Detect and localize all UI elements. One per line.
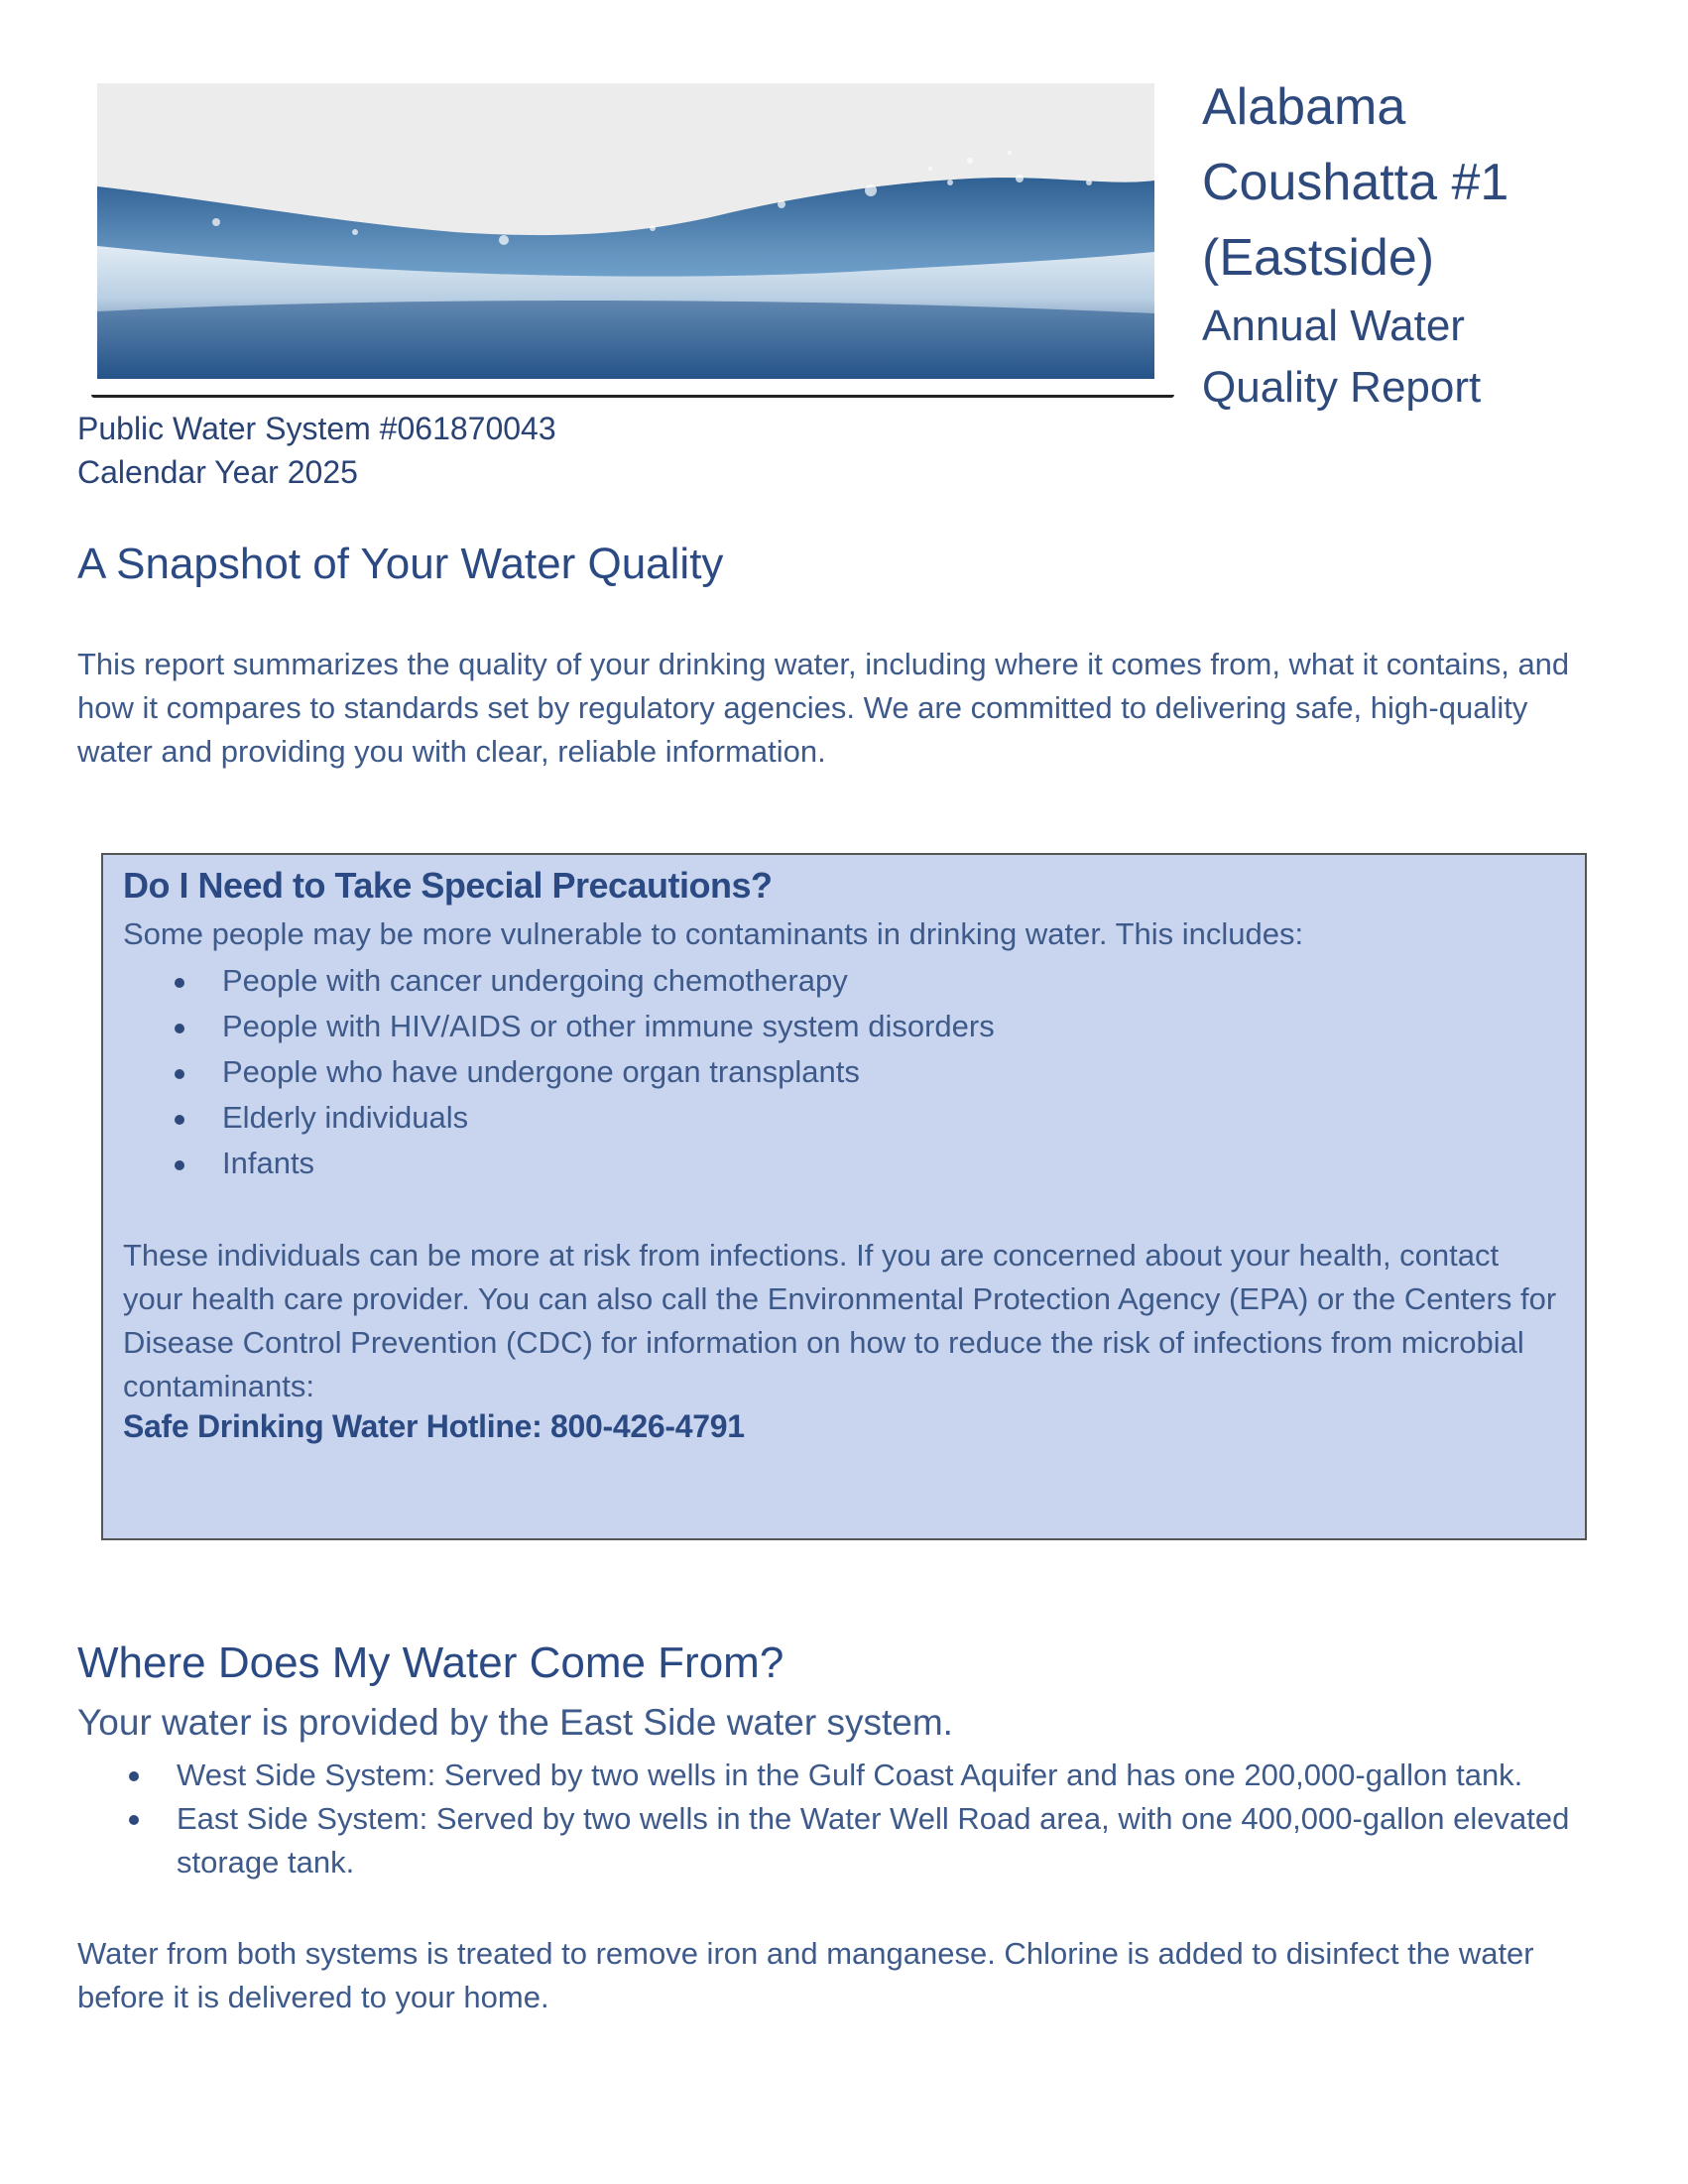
list-item: East Side System: Served by two wells in the Water Well Road area, with one 400,000-gallon elevated storage tank. <box>77 1797 1605 1884</box>
subtitle-line: Annual Water <box>1202 302 1465 350</box>
precautions-heading: Do I Need to Take Special Precautions? <box>123 865 773 906</box>
banner-divider <box>91 395 1174 398</box>
list-item: People with cancer undergoing chemotherapy <box>123 958 995 1004</box>
vulnerable-groups-list <box>123 958 995 1186</box>
subtitle-line: Quality Report <box>1202 363 1482 412</box>
snapshot-body: This report summarizes the quality of your drinking water, including where it comes from, what it contains, and how it compares to standards set by regulatory agencies. We are committed to delivering safe, high-quality water and providing you with clear, reliable information. <box>77 647 1570 769</box>
list-item: West Side System: Served by two wells in the Gulf Coast Aquifer and has one 200,000-gallon tank. <box>77 1754 1605 1797</box>
calendar-year: Calendar Year 2025 <box>77 454 358 490</box>
system-info <box>77 407 556 494</box>
title-line: Coushatta #1 <box>1202 154 1509 211</box>
list-item: People with HIV/AIDS or other immune system disorders <box>123 1004 995 1049</box>
hotline-text: Safe Drinking Water Hotline: 800-426-4791 <box>123 1408 745 1444</box>
precautions-lead: Some people may be more vulnerable to contaminants in drinking water. This includes: <box>123 916 1304 951</box>
source-subheading: Your water is provided by the East Side water system. <box>77 1702 953 1743</box>
precautions-body: These individuals can be more at risk from infections. If you are concerned about your health, contact your health care provider. You can also call the Environmental Protection Agency (EPA) or the Centers for Disease Control Prevention (CDC) for information on how to reduce the risk of infections from microbial contaminants: <box>123 1238 1557 1403</box>
water-wave-image <box>97 83 1154 379</box>
list-item: People who have undergone organ transplants <box>123 1049 995 1095</box>
system-id: Public Water System #061870043 <box>77 411 556 446</box>
source-systems-list <box>77 1754 1605 1884</box>
source-body: Water from both systems is treated to remove iron and manganese. Chlorine is added to disinfect the water before it is delivered to your home. <box>77 1936 1534 2014</box>
list-item: Infants <box>123 1141 995 1186</box>
source-heading: Where Does My Water Come From? <box>77 1638 784 1687</box>
title-line: Alabama <box>1202 78 1406 136</box>
snapshot-heading: A Snapshot of Your Water Quality <box>77 540 724 588</box>
title-line: (Eastside) <box>1202 229 1435 287</box>
report-title <box>1202 69 1658 419</box>
list-item: Elderly individuals <box>123 1095 995 1141</box>
